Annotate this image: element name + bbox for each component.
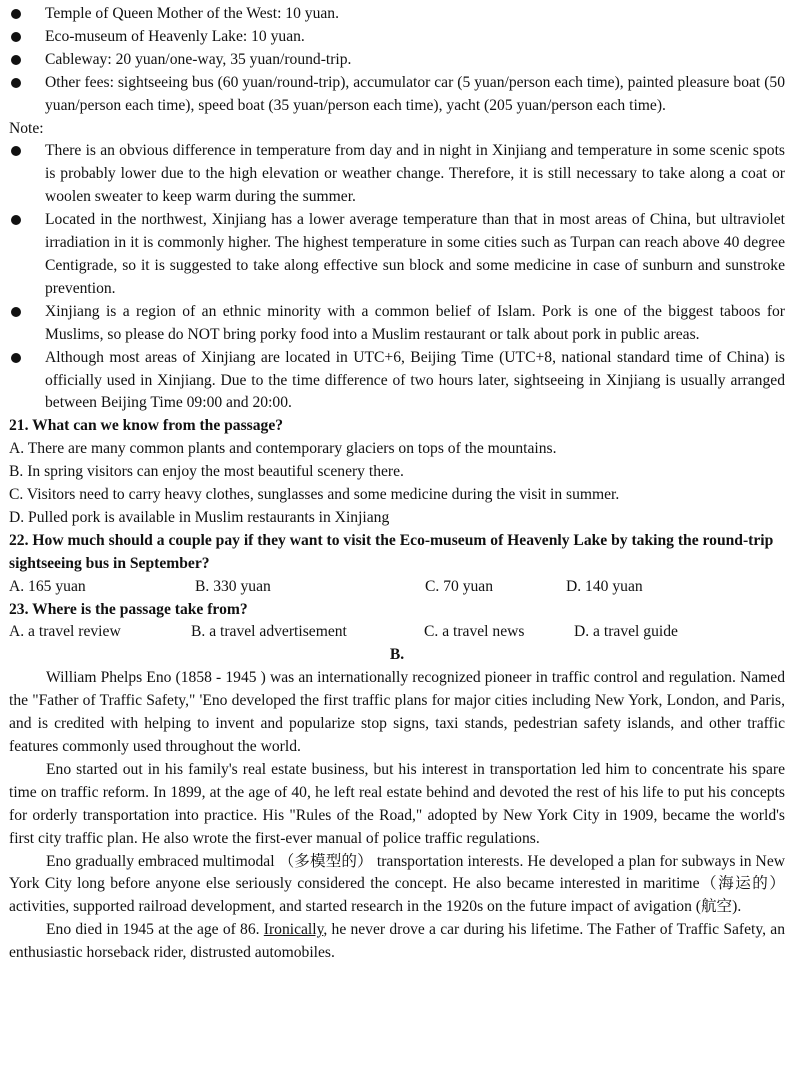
q22-option-c: C. 70 yuan: [425, 577, 494, 595]
bullet-icon: [11, 353, 21, 363]
q22-option-a: A. 165 yuan: [9, 577, 86, 595]
q23-option-b: B. a travel advertisement: [191, 623, 347, 641]
bullet-icon: [11, 32, 21, 42]
list-item: Although most areas of Xinjiang are located in UTC+6, Beijing Time (UTC+8, national standard time of China) is officially used in Xinjiang. Due to the time difference of two hours later, sightseeing in Xinjiang is usually arranged between Beijing Time 09:00 and 20:00.: [9, 347, 785, 416]
q22-option-d: D. 140 yuan: [566, 577, 643, 595]
passage-b-paragraph-3: Eno gradually embraced multimodal （多模型的） transportation interests. He developed a plan for subways in New York City long before anyone else seriously considered the concept. He also became interested in maritime（海运的） activities, supported railroad development, and started research in the 1920s on the future impact of avigation (航空).: [9, 852, 785, 916]
list-item: Other fees: sightseeing bus (60 yuan/round-trip), accumulator car (5 yuan/person each time), painted pleasure boat (50 yuan/person each time), speed boat (35 yuan/person each time), yacht (205 yuan/person each time).: [9, 72, 785, 118]
list-item: Xinjiang is a region of an ethnic minority with a common belief of Islam. Pork is one of the biggest taboos for Muslims, so please do NOT bring porky food into a Muslim restaurant or talk about pork in public areas.: [9, 301, 785, 347]
q22-options: [9, 576, 785, 599]
notes-list: [9, 140, 785, 415]
list-item: Temple of Queen Mother of the West: 10 yuan.: [9, 3, 785, 26]
q21-option-c: C. Visitors need to carry heavy clothes, sunglasses and some medicine during the visit in summer.: [9, 486, 620, 504]
bullet-icon: [11, 78, 21, 88]
q21-option-a: A. There are many common plants and contemporary glaciers on tops of the mountains.: [9, 440, 557, 458]
passage-b-paragraph-2: Eno started out in his family's real estate business, but his interest in transportation led him to concentrate his spare time on traffic reform. In 1899, at the age of 40, he left real estate behind and devoted the rest of his life to put his concepts for orderly transportation into practice. His "Rules of the Road," adopted by New York City in 1909, became the world's first city traffic plan. He also wrote the first-ever manual of police traffic regulations.: [9, 760, 785, 847]
bullet-icon: [11, 9, 21, 19]
section-b-title: B.: [389, 646, 405, 664]
q23-option-d: D. a travel guide: [574, 623, 678, 641]
underlined-word: Ironically: [263, 921, 324, 939]
passage-b-paragraph-4: Eno died in 1945 at the age of 86. Ironically, he never drove a car during his lifetime. The Father of Traffic Safety, an enthusiastic horseback rider, distrusted automobiles.: [9, 921, 786, 962]
list-item: Cableway: 20 yuan/one-way, 35 yuan/round-trip.: [9, 49, 785, 72]
bullet-icon: [11, 55, 21, 65]
bullet-icon: [11, 215, 21, 225]
bullet-icon: [11, 146, 21, 156]
q23-option-a: A. a travel review: [9, 623, 121, 641]
list-item: There is an obvious difference in temperature from day and in night in Xinjiang and temperature in some scenic spots is probably lower due to the high elevation or weather change. Therefore, it is still necessary to take along a coat or woolen sweater to keep warm during the summer.: [9, 140, 785, 209]
q23-option-c: C. a travel news: [424, 623, 525, 641]
q21-option-d: D. Pulled pork is available in Muslim restaurants in Xinjiang: [9, 508, 390, 526]
list-item: Located in the northwest, Xinjiang has a lower average temperature than that in most areas of China, but ultraviolet irradiation in it is commonly higher. The highest temperature in some cities such as Turpan can reach above 40 degree Centigrade, so it is suggested to take along effective sun block and some medicine in case of sunburn and sunstroke prevention.: [9, 209, 785, 301]
fees-list: [9, 3, 785, 118]
q21-option-b: B. In spring visitors can enjoy the most beautiful scenery there.: [9, 463, 404, 481]
bullet-icon: [11, 307, 21, 317]
q22-option-b: B. 330 yuan: [195, 577, 271, 595]
question-23: 23. Where is the passage take from?: [9, 600, 248, 618]
list-item: Eco-museum of Heavenly Lake: 10 yuan.: [9, 26, 785, 49]
q23-options: [9, 621, 785, 644]
question-22: 22. How much should a couple pay if they want to visit the Eco-museum of Heavenly Lake by taking the round-trip sightseeing bus in September?: [9, 531, 774, 572]
passage-b-paragraph-1: William Phelps Eno (1858 - 1945 ) was an internationally recognized pioneer in traffic control and regulation. Named the "Father of Traffic Safety," 'Eno developed the first traffic plans for major cities including New York, London, and Paris, and is credited with helping to invent and popularize stop signs, taxi stands, pedestrian safety islands, and other traffic features commonly used throughout the world.: [9, 669, 785, 755]
note-label: Note:: [9, 119, 44, 137]
question-21: 21. What can we know from the passage?: [9, 417, 284, 435]
